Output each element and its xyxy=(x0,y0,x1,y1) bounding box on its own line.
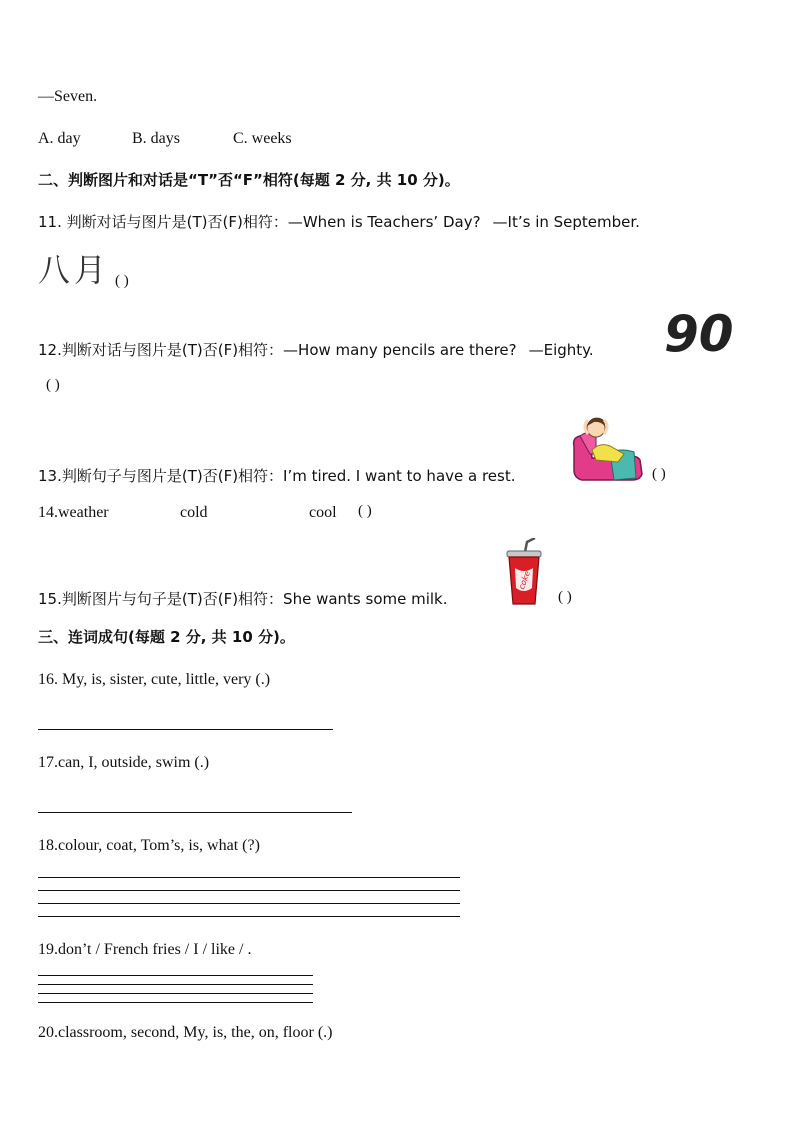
q14-word-weather: 14.weather xyxy=(38,504,109,521)
q18-writing-line-4[interactable] xyxy=(38,916,460,917)
q12-prompt xyxy=(38,340,594,360)
q20-words: 20.classroom, second, My, is, the, on, floor (.) xyxy=(38,1024,333,1041)
q15-answer-blank[interactable]: ( ) xyxy=(558,589,572,605)
q12-question: 12.判断对话与图片是(T)否(F)相符：—How many pencils are there? xyxy=(38,341,517,359)
q18-writing-line-2[interactable] xyxy=(38,890,460,891)
q16-words: 16. My, is, sister, cute, little, very (.) xyxy=(38,671,271,688)
q19-writing-line-1[interactable] xyxy=(38,975,313,976)
q13-answer-blank[interactable]: ( ) xyxy=(652,466,666,482)
q11-answer-blank[interactable]: ( ) xyxy=(115,273,129,289)
q10-option-c: C. weeks xyxy=(233,130,292,147)
q11-answer: —It’s in September. xyxy=(492,213,640,231)
q18-writing-line-1[interactable] xyxy=(38,877,460,878)
q19-writing-line-4[interactable] xyxy=(38,1002,313,1003)
q12-image-number-ninety: 90 xyxy=(664,305,734,363)
q19-writing-line-2[interactable] xyxy=(38,984,313,985)
q11-image-august-calendar: 八月 xyxy=(38,251,111,289)
section-3-heading: 三、连词成句(每题 2 分, 共 10 分)。 xyxy=(38,628,295,646)
q15-cup-label: coke xyxy=(517,569,532,591)
q13-prompt: 13.判断句子与图片是(T)否(F)相符：I’m tired. I want to have a rest. xyxy=(38,467,516,485)
q10-answer-line: —Seven. xyxy=(38,88,98,105)
q18-writing-line-3[interactable] xyxy=(38,903,460,904)
q10-option-b: B. days xyxy=(132,130,180,147)
q17-answer-line[interactable] xyxy=(38,812,352,813)
q12-answer-blank[interactable]: ( ) xyxy=(46,377,60,393)
q10-option-a: A. day xyxy=(38,130,81,147)
q19-words: 19.don’t / French fries / I / like / . xyxy=(38,941,252,958)
section-2-heading: 二、判断图片和对话是“T”否“F”相符(每题 2 分, 共 10 分)。 xyxy=(38,171,460,189)
q14-word-cold: cold xyxy=(180,504,208,521)
q17-words: 17.can, I, outside, swim (.) xyxy=(38,754,210,771)
q14-word-cool: cool xyxy=(309,504,337,521)
q19-writing-line-3[interactable] xyxy=(38,993,313,994)
q18-words: 18.colour, coat, Tom’s, is, what (?) xyxy=(38,837,260,854)
q11-prompt xyxy=(38,212,640,232)
q14-answer-blank[interactable]: ( ) xyxy=(358,503,372,519)
q13-image-tired-boy-in-armchair xyxy=(566,408,646,483)
q15-image-soda-cup xyxy=(503,538,545,606)
q15-prompt: 15.判断图片与句子是(T)否(F)相符：She wants some milk. xyxy=(38,590,448,608)
q16-answer-line[interactable] xyxy=(38,729,333,730)
q11-question: 11. 判断对话与图片是(T)否(F)相符：—When is Teachers’ Day? xyxy=(38,213,481,231)
q12-answer: —Eighty. xyxy=(528,341,594,359)
